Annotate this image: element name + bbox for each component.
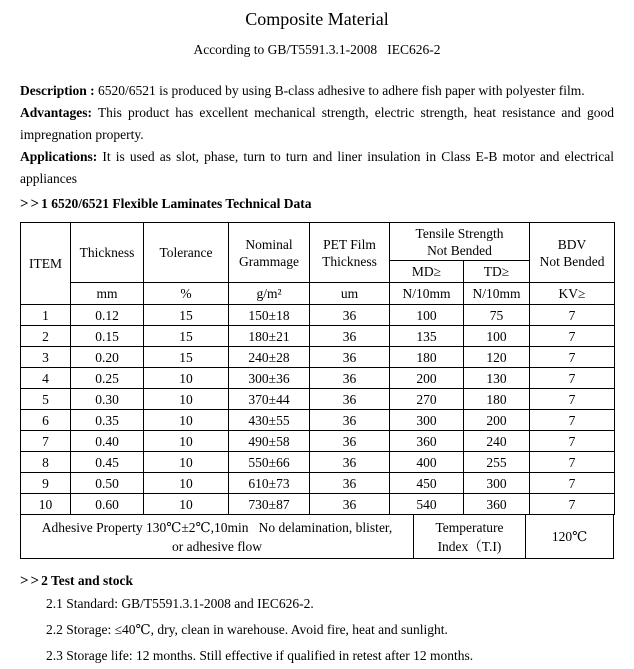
adhesive-property-cell	[21, 515, 414, 558]
adhesive-property-row	[20, 515, 614, 559]
bdv-header-line1: BDV	[557, 236, 587, 252]
col-header-tensile	[390, 223, 530, 261]
unit-md: N/10mm	[390, 283, 464, 305]
units-row	[21, 283, 615, 305]
cell-tolerance: 10	[144, 452, 229, 473]
storage-life-item: 2.3 Storage life: 12 months. Still effective if qualified in retest after 12 months.	[46, 648, 474, 663]
applications-text: It is used as slot, phase, turn to turn and liner insulation in Class E-B motor and electrical appliances	[20, 149, 614, 186]
table-row	[21, 452, 615, 473]
unit-pet-film: um	[310, 283, 390, 305]
cell-grammage: 180±21	[229, 326, 310, 347]
col-header-md: MD≥	[390, 261, 464, 283]
col-header-bdv	[530, 223, 615, 283]
cell-thickness: 0.50	[71, 473, 144, 494]
intro-paragraphs	[20, 80, 614, 190]
cell-item: 5	[21, 389, 71, 410]
unit-tolerance: %	[144, 283, 229, 305]
cell-grammage: 610±73	[229, 473, 310, 494]
cell-thickness: 0.60	[71, 494, 144, 515]
cell-thickness: 0.35	[71, 410, 144, 431]
cell-item: 7	[21, 431, 71, 452]
description-label: Description :	[20, 83, 95, 98]
table-row	[21, 431, 615, 452]
cell-bdv: 7	[530, 494, 615, 515]
cell-md: 400	[390, 452, 464, 473]
cell-pet-film: 36	[310, 473, 390, 494]
standards-reference: According to GB/T5591.3.1-2008 IEC626-2	[193, 42, 441, 57]
cell-bdv: 7	[530, 389, 615, 410]
cell-md: 135	[390, 326, 464, 347]
cell-grammage: 150±18	[229, 305, 310, 326]
unit-bdv: KV≥	[530, 283, 615, 305]
section1-marker: >>	[20, 196, 42, 212]
cell-td: 130	[464, 368, 530, 389]
cell-tolerance: 10	[144, 494, 229, 515]
section2-heading	[20, 571, 614, 591]
cell-bdv: 7	[530, 452, 615, 473]
table-row	[21, 389, 615, 410]
cell-grammage: 300±36	[229, 368, 310, 389]
section1-title: 1 6520/6521 Flexible Laminates Technical Data	[41, 196, 312, 211]
table-row	[21, 410, 615, 431]
cell-thickness: 0.25	[71, 368, 144, 389]
col-header-pet-film: PET Film Thickness	[310, 223, 390, 283]
temperature-label-line2: Index（T.I)	[437, 538, 502, 554]
advantages-text: This product has excellent mechanical strength, electric strength, heat resistance and good impregnation property.	[20, 105, 614, 142]
applications-paragraph	[20, 146, 614, 190]
temperature-label-line1: Temperature	[435, 519, 504, 535]
cell-item: 10	[21, 494, 71, 515]
description-text: 6520/6521 is produced by using B-class adhesive to adhere fish paper with polyester film.	[94, 83, 585, 98]
cell-item: 4	[21, 368, 71, 389]
unit-grammage: g/m²	[229, 283, 310, 305]
cell-tolerance: 10	[144, 473, 229, 494]
temperature-index-cell	[414, 515, 526, 558]
adhesive-line1: Adhesive Property 130℃±2℃,10min No delamination, blister,	[41, 519, 393, 535]
cell-grammage: 240±28	[229, 347, 310, 368]
cell-bdv: 7	[530, 347, 615, 368]
advantages-paragraph	[20, 102, 614, 146]
cell-tolerance: 10	[144, 431, 229, 452]
cell-item: 2	[21, 326, 71, 347]
cell-md: 300	[390, 410, 464, 431]
cell-thickness: 0.40	[71, 431, 144, 452]
cell-item: 9	[21, 473, 71, 494]
unit-td: N/10mm	[464, 283, 530, 305]
cell-grammage: 730±87	[229, 494, 310, 515]
cell-bdv: 7	[530, 473, 615, 494]
cell-grammage: 490±58	[229, 431, 310, 452]
cell-td: 360	[464, 494, 530, 515]
cell-td: 120	[464, 347, 530, 368]
cell-pet-film: 36	[310, 431, 390, 452]
cell-pet-film: 36	[310, 389, 390, 410]
cell-md: 200	[390, 368, 464, 389]
cell-pet-film: 36	[310, 347, 390, 368]
cell-td: 75	[464, 305, 530, 326]
cell-md: 540	[390, 494, 464, 515]
table-row	[21, 326, 615, 347]
cell-pet-film: 36	[310, 368, 390, 389]
cell-md: 180	[390, 347, 464, 368]
cell-tolerance: 15	[144, 347, 229, 368]
cell-thickness: 0.20	[71, 347, 144, 368]
cell-bdv: 7	[530, 431, 615, 452]
cell-md: 450	[390, 473, 464, 494]
cell-tolerance: 10	[144, 410, 229, 431]
cell-bdv: 7	[530, 368, 615, 389]
cell-thickness: 0.45	[71, 452, 144, 473]
section2-marker: >>	[20, 573, 42, 589]
cell-tolerance: 10	[144, 368, 229, 389]
cell-pet-film: 36	[310, 410, 390, 431]
test-and-stock-section	[20, 571, 614, 669]
cell-pet-film: 36	[310, 326, 390, 347]
cell-grammage: 430±55	[229, 410, 310, 431]
col-header-thickness: Thickness	[71, 223, 144, 283]
cell-item: 3	[21, 347, 71, 368]
cell-td: 255	[464, 452, 530, 473]
cell-tolerance: 15	[144, 326, 229, 347]
cell-pet-film: 36	[310, 452, 390, 473]
cell-td: 200	[464, 410, 530, 431]
description-paragraph	[20, 80, 614, 102]
storage-item: 2.2 Storage: ≤40℃, dry, clean in warehouse. Avoid fire, heat and sunlight.	[46, 622, 448, 637]
cell-md: 100	[390, 305, 464, 326]
col-header-item: ITEM	[21, 223, 71, 305]
cell-thickness: 0.12	[71, 305, 144, 326]
section2-title: 2 Test and stock	[41, 573, 134, 588]
cell-bdv: 7	[530, 326, 615, 347]
cell-md: 360	[390, 431, 464, 452]
table-row	[21, 368, 615, 389]
col-header-grammage: Nominal Grammage	[229, 223, 310, 283]
table-row	[21, 494, 615, 515]
table-row	[21, 473, 615, 494]
cell-item: 8	[21, 452, 71, 473]
cell-pet-film: 36	[310, 305, 390, 326]
cell-item: 1	[21, 305, 71, 326]
page-title: Composite Material	[245, 9, 389, 29]
col-header-tolerance: Tolerance	[144, 223, 229, 283]
table-row	[21, 305, 615, 326]
unit-thickness: mm	[71, 283, 144, 305]
cell-grammage: 370±44	[229, 389, 310, 410]
tensile-header-line2: Not Bended	[427, 242, 492, 258]
cell-td: 300	[464, 473, 530, 494]
adhesive-line2: or adhesive flow	[172, 538, 262, 554]
cell-tolerance: 15	[144, 305, 229, 326]
cell-td: 180	[464, 389, 530, 410]
standard-item: 2.1 Standard: GB/T5591.3.1-2008 and IEC626-2.	[46, 596, 314, 611]
table-row	[21, 347, 615, 368]
section1-heading	[20, 194, 614, 214]
cell-grammage: 550±66	[229, 452, 310, 473]
cell-thickness: 0.15	[71, 326, 144, 347]
tensile-header-line1: Tensile Strength	[415, 225, 504, 241]
technical-data-table	[20, 222, 615, 515]
cell-td: 240	[464, 431, 530, 452]
bdv-header-line2: Not Bended	[539, 253, 605, 269]
col-header-td: TD≥	[464, 261, 530, 283]
cell-pet-film: 36	[310, 494, 390, 515]
applications-label: Applications:	[20, 149, 98, 164]
advantages-label: Advantages:	[20, 105, 93, 120]
cell-thickness: 0.30	[71, 389, 144, 410]
header-row-1	[21, 223, 615, 261]
cell-item: 6	[21, 410, 71, 431]
cell-bdv: 7	[530, 305, 615, 326]
cell-td: 100	[464, 326, 530, 347]
temperature-value: 120℃	[551, 529, 588, 544]
temperature-value-cell	[526, 515, 613, 558]
cell-tolerance: 10	[144, 389, 229, 410]
cell-bdv: 7	[530, 410, 615, 431]
cell-md: 270	[390, 389, 464, 410]
